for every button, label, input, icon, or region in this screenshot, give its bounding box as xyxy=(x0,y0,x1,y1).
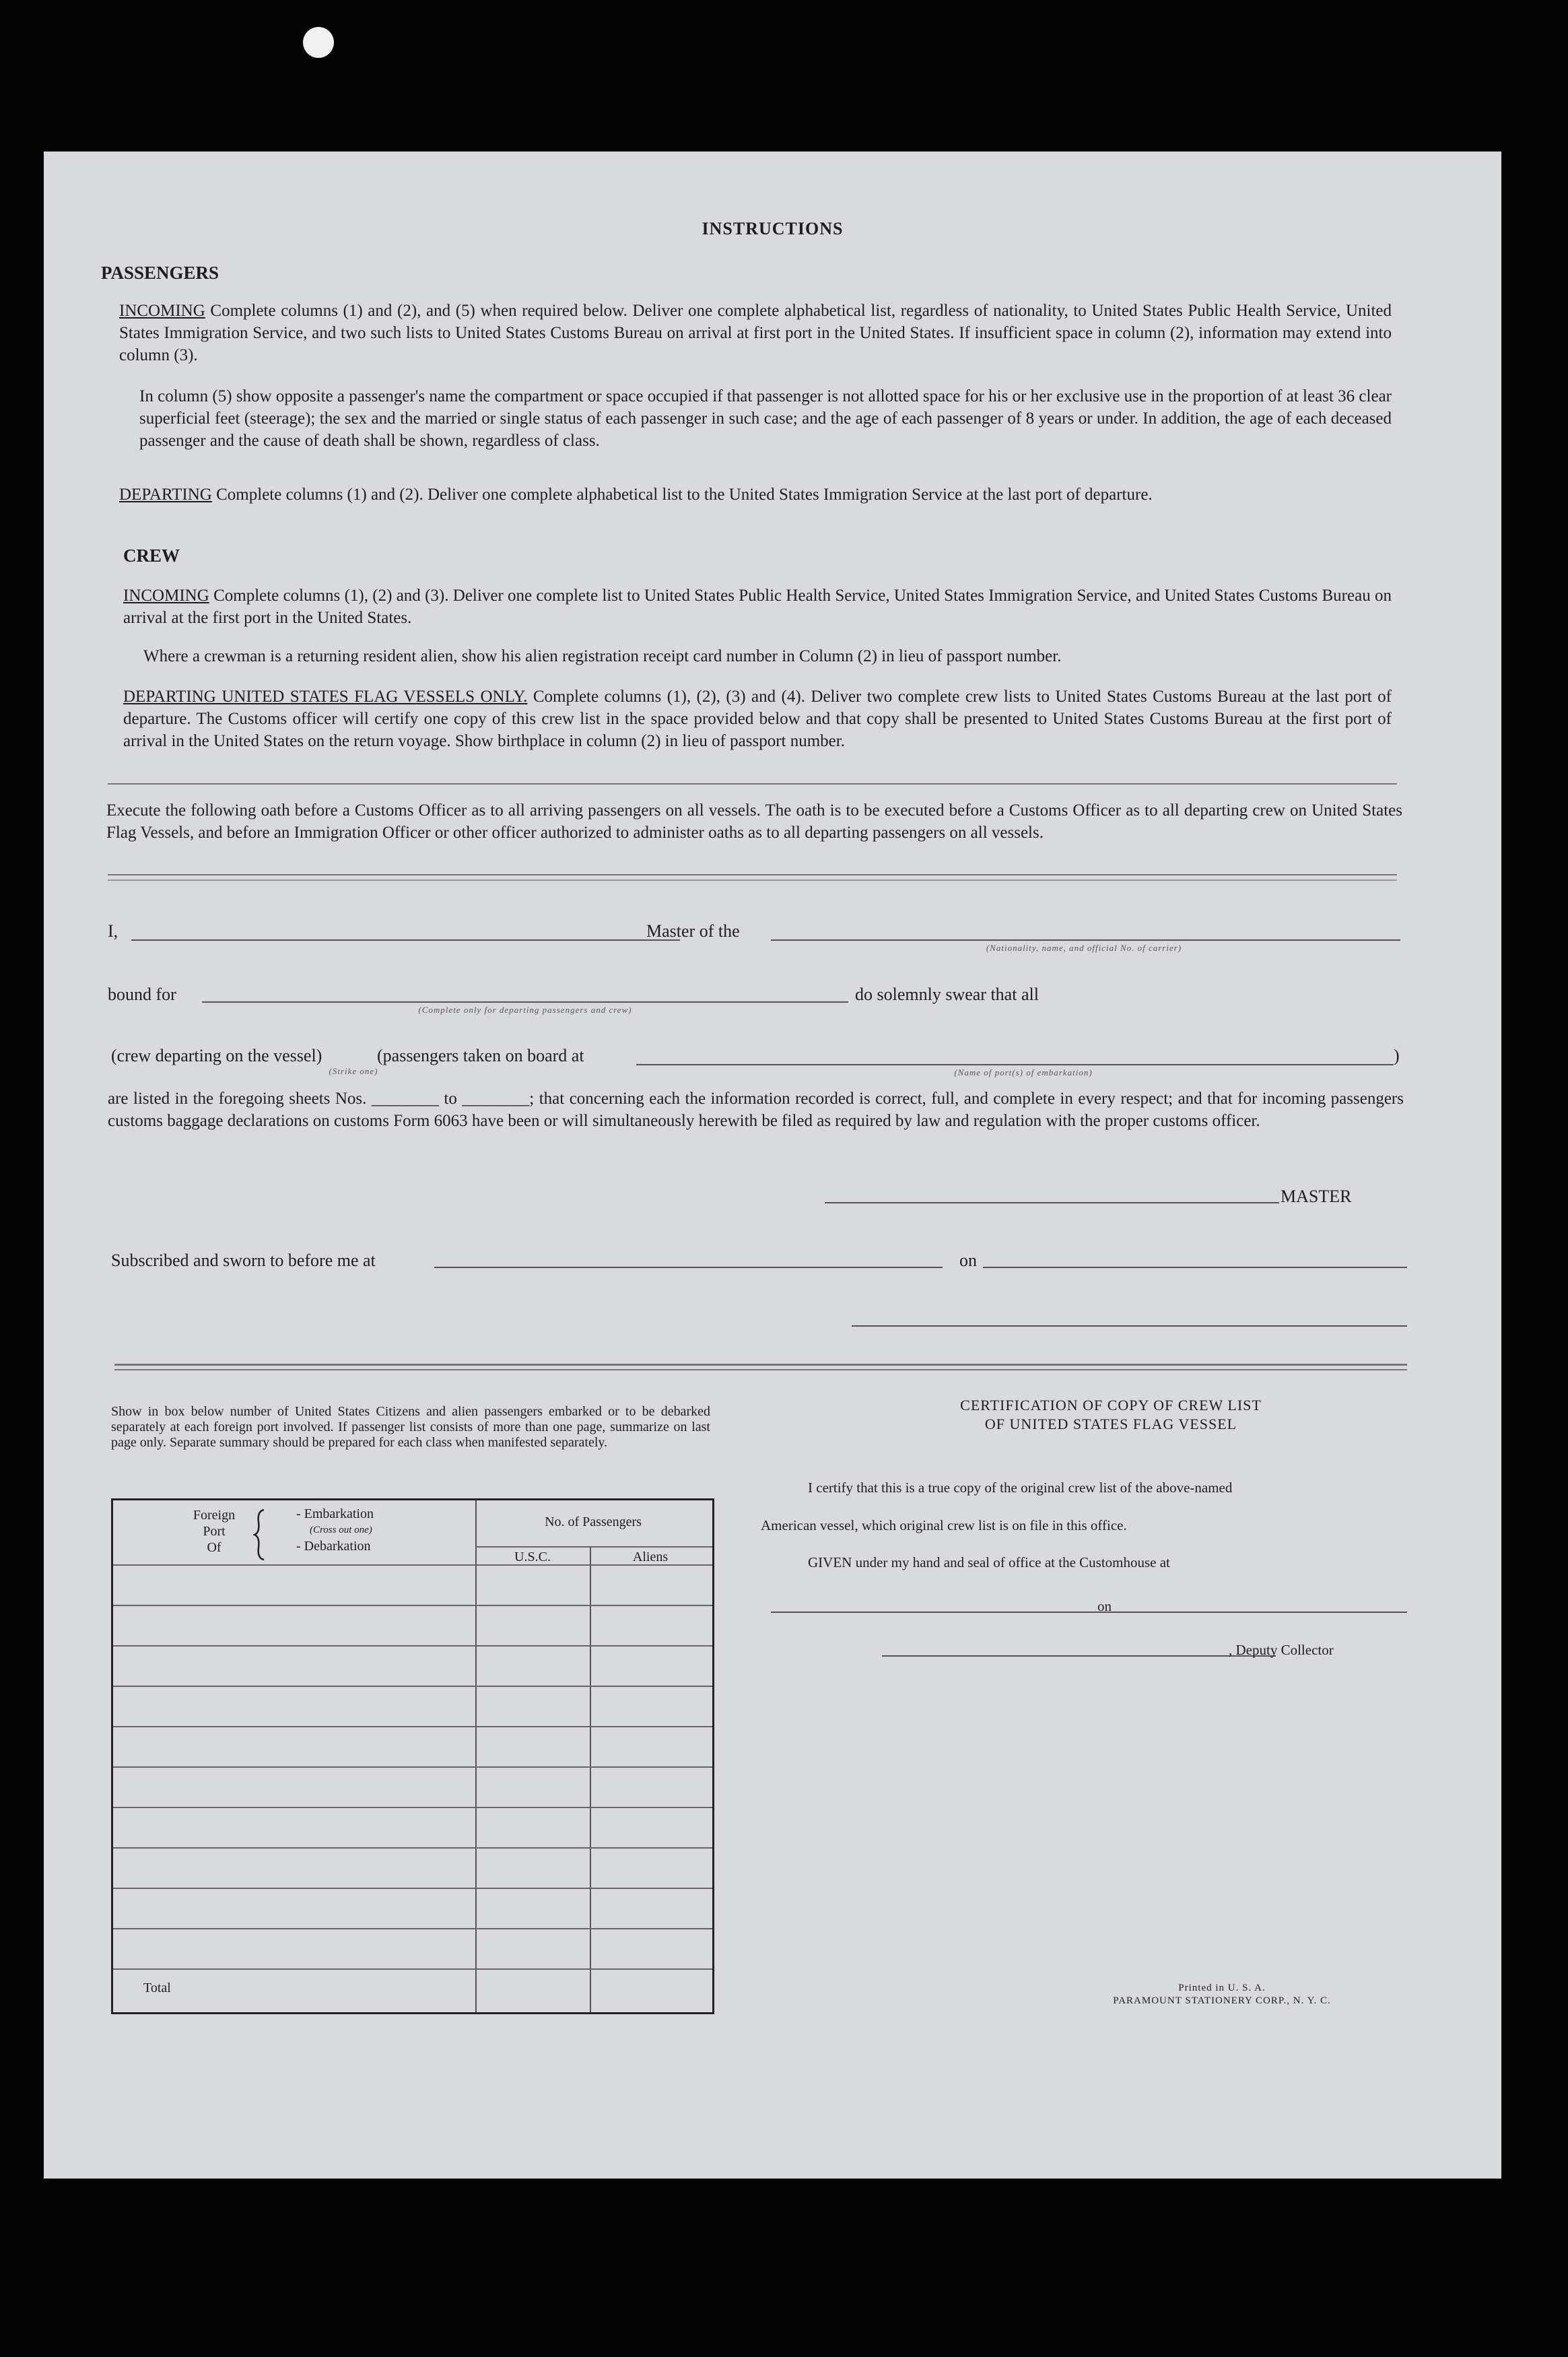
divider xyxy=(108,879,1397,881)
strike-one-caption: (Strike one) xyxy=(329,1066,378,1076)
aliens-header: Aliens xyxy=(632,1550,669,1564)
table-row xyxy=(113,1766,712,1768)
foreign-port-header xyxy=(184,1507,244,1556)
sworn-date-field[interactable] xyxy=(983,1267,1407,1268)
embarkation-label: - Embarkation xyxy=(296,1506,374,1521)
debarkation-label: - Debarkation xyxy=(296,1539,371,1554)
passengers-incoming-paragraph xyxy=(119,300,1392,366)
table-row xyxy=(113,1807,712,1808)
passengers-taken-option[interactable]: (passengers taken on board at xyxy=(377,1046,584,1065)
printer-imprint xyxy=(1047,1982,1397,2007)
crew-returning-paragraph: Where a crewman is a returning resident alien, show his alien registration receipt card number in Column (2) in lieu of passport number. xyxy=(143,647,1062,665)
divider xyxy=(108,874,1397,875)
table-row xyxy=(113,1686,712,1687)
carrier-caption: (Nationality, name, and official No. of carrier) xyxy=(986,943,1182,953)
punch-hole xyxy=(303,27,334,58)
page-title: INSTRUCTIONS xyxy=(702,219,844,238)
passengers-incoming-text: Complete columns (1) and (2), and (5) when required below. Deliver one complete alphabetical list, regardless of nationality, to United States Public Health Service, United States Immigration Service, and two such lists to United States Customs Bureau on arrival at first port in the United States. If insufficient space in column (2), information may extend into column (3). xyxy=(119,302,1392,364)
embarkation-ports-field[interactable] xyxy=(636,1064,1394,1065)
oath-intro-paragraph: Execute the following oath before a Customs Officer as to all arriving passengers on all vessels. The oath is to be executed before a Customs Officer as to all departing crew on United States Flag Vessels, and before an Immigration Officer or other officer authorized to administer oaths as to all departing passengers on all vessels. xyxy=(106,801,1402,842)
officer-signature-field[interactable] xyxy=(852,1325,1407,1327)
certify-line1: I certify that this is a true copy of the original crew list of the above-named xyxy=(808,1480,1233,1496)
table-row xyxy=(113,1928,712,1929)
passengers-heading: PASSENGERS xyxy=(101,263,219,283)
passenger-summary-table xyxy=(111,1498,714,2014)
foreign-label: Foreign xyxy=(193,1508,236,1523)
crew-heading: CREW xyxy=(123,545,180,566)
divider xyxy=(114,1369,1407,1370)
certification-heading-line2: OF UNITED STATES FLAG VESSEL xyxy=(984,1416,1237,1432)
brace-icon xyxy=(253,1508,268,1561)
usc-header: U.S.C. xyxy=(514,1550,551,1564)
crew-incoming-paragraph xyxy=(123,585,1392,629)
table-row xyxy=(113,1968,712,1970)
crew-departing-option[interactable]: (crew departing on the vessel) xyxy=(111,1046,322,1065)
table-row xyxy=(113,1847,712,1849)
oath-listed-paragraph: are listed in the foregoing sheets Nos. ________ to ________; that concerning each the information recorded is correct, full, and complete in every respect; and that for incoming passengers customs baggage declarations on customs Form 6063 have been or will simultaneously herewith be filed as required by law and regulation with the proper customs officer. xyxy=(108,1090,1404,1130)
bound-for-label: bound for xyxy=(108,985,176,1004)
certification-on-label: on xyxy=(1097,1598,1112,1614)
embark-debark-header xyxy=(296,1506,404,1554)
on-label: on xyxy=(959,1251,977,1270)
crew-departing-text: Complete columns (1), (2), (3) and (4). Deliver two complete crew lists to United States Customs Bureau at the last port of departure. The Customs officer will certify one copy of this crew list in the space provided below and that copy shall be presented to United States Customs Bureau at the first port of arrival in the United States on the return voyage. Show birthplace in column (2) in lieu of passport number. xyxy=(123,688,1392,750)
table-row xyxy=(113,1645,712,1647)
crew-incoming-text: Complete columns (1), (2) and (3). Deliver one complete list to United States Public Health Service, United States Immigration Service, and United States Customs Bureau on arrival at the first port in the United States. xyxy=(123,587,1392,627)
passengers-departing-label: DEPARTING xyxy=(119,486,212,504)
close-paren: ) xyxy=(1394,1046,1400,1065)
passengers-departing-paragraph xyxy=(119,484,1392,506)
given-line: GIVEN under my hand and seal of office at the Customhouse at xyxy=(808,1554,1170,1570)
customhouse-field[interactable] xyxy=(771,1612,1131,1613)
of-label: Of xyxy=(207,1540,221,1555)
master-of-the-label: Master of the xyxy=(646,921,740,941)
summary-instructions: Show in box below number of United States Citizens and alien passengers embarked or to be debarked separately at each foreign port involved. If passenger list consists of more than one page, summarize on last page only. Separate summary should be prepared for each class when manifested separately. xyxy=(111,1404,710,1450)
cross-out-label: (Cross out one) xyxy=(310,1525,372,1535)
table-row xyxy=(113,1888,712,1889)
crew-departing-paragraph xyxy=(123,686,1392,752)
divider xyxy=(114,1364,1407,1366)
passengers-column5-paragraph: In column (5) show opposite a passenger's name the compartment or space occupied if that passenger is not allotted space for his or her exclusive use in the proportion of at least 36 clear superficial feet (steerage); the sex and the married or single status of each passenger in such case; and the age of each passenger of 8 years or under. In addition, the age of each deceased passenger and the cause of death shall be shown, regardless of class. xyxy=(139,387,1392,450)
bound-for-caption: (Complete only for departing passengers and crew) xyxy=(418,1005,632,1015)
port-label: Port xyxy=(203,1524,226,1539)
ports-caption: (Name of port(s) of embarkation) xyxy=(954,1067,1093,1077)
carrier-field[interactable] xyxy=(771,939,1400,941)
column-divider xyxy=(590,1546,591,2012)
printer-name-label: PARAMOUNT STATIONERY CORP., N. Y. C. xyxy=(1113,1995,1331,2006)
header-divider xyxy=(475,1546,712,1548)
passengers-departing-text: Complete columns (1) and (2). Deliver one complete alphabetical list to the United States Immigration Service at the last port of departure. xyxy=(211,486,1153,504)
bound-for-field[interactable] xyxy=(202,1001,848,1003)
master-label: MASTER xyxy=(1281,1187,1352,1206)
master-signature-field[interactable] xyxy=(825,1202,1279,1203)
crew-incoming-label: INCOMING xyxy=(123,587,209,605)
table-row xyxy=(113,1605,712,1606)
column-divider xyxy=(475,1500,477,2012)
deputy-collector-label: , Deputy Collector xyxy=(1229,1642,1334,1658)
master-name-field[interactable] xyxy=(131,939,680,941)
certification-date-field[interactable] xyxy=(1124,1612,1407,1613)
passengers-incoming-label: INCOMING xyxy=(119,302,205,320)
subscribed-label: Subscribed and sworn to before me at xyxy=(111,1251,376,1270)
total-label: Total xyxy=(143,1981,171,1995)
crew-departing-label: DEPARTING UNITED STATES FLAG VESSELS ONLY. xyxy=(123,688,528,706)
no-of-passengers-header: No. of Passengers xyxy=(545,1515,642,1529)
certification-heading-line1: CERTIFICATION OF COPY OF CREW LIST xyxy=(960,1397,1262,1414)
divider xyxy=(108,783,1397,785)
form-page xyxy=(44,152,1501,2179)
swear-text: do solemnly swear that all xyxy=(855,985,1039,1004)
sworn-place-field[interactable] xyxy=(434,1267,943,1268)
certify-line2: American vessel, which original crew list is on file in this office. xyxy=(761,1517,1127,1533)
certification-heading xyxy=(895,1396,1326,1434)
deputy-collector-signature-field[interactable] xyxy=(882,1655,1276,1657)
table-row xyxy=(113,1726,712,1727)
oath-i-label: I, xyxy=(108,921,118,941)
printed-in-label: Printed in U. S. A. xyxy=(1178,1983,1266,1993)
